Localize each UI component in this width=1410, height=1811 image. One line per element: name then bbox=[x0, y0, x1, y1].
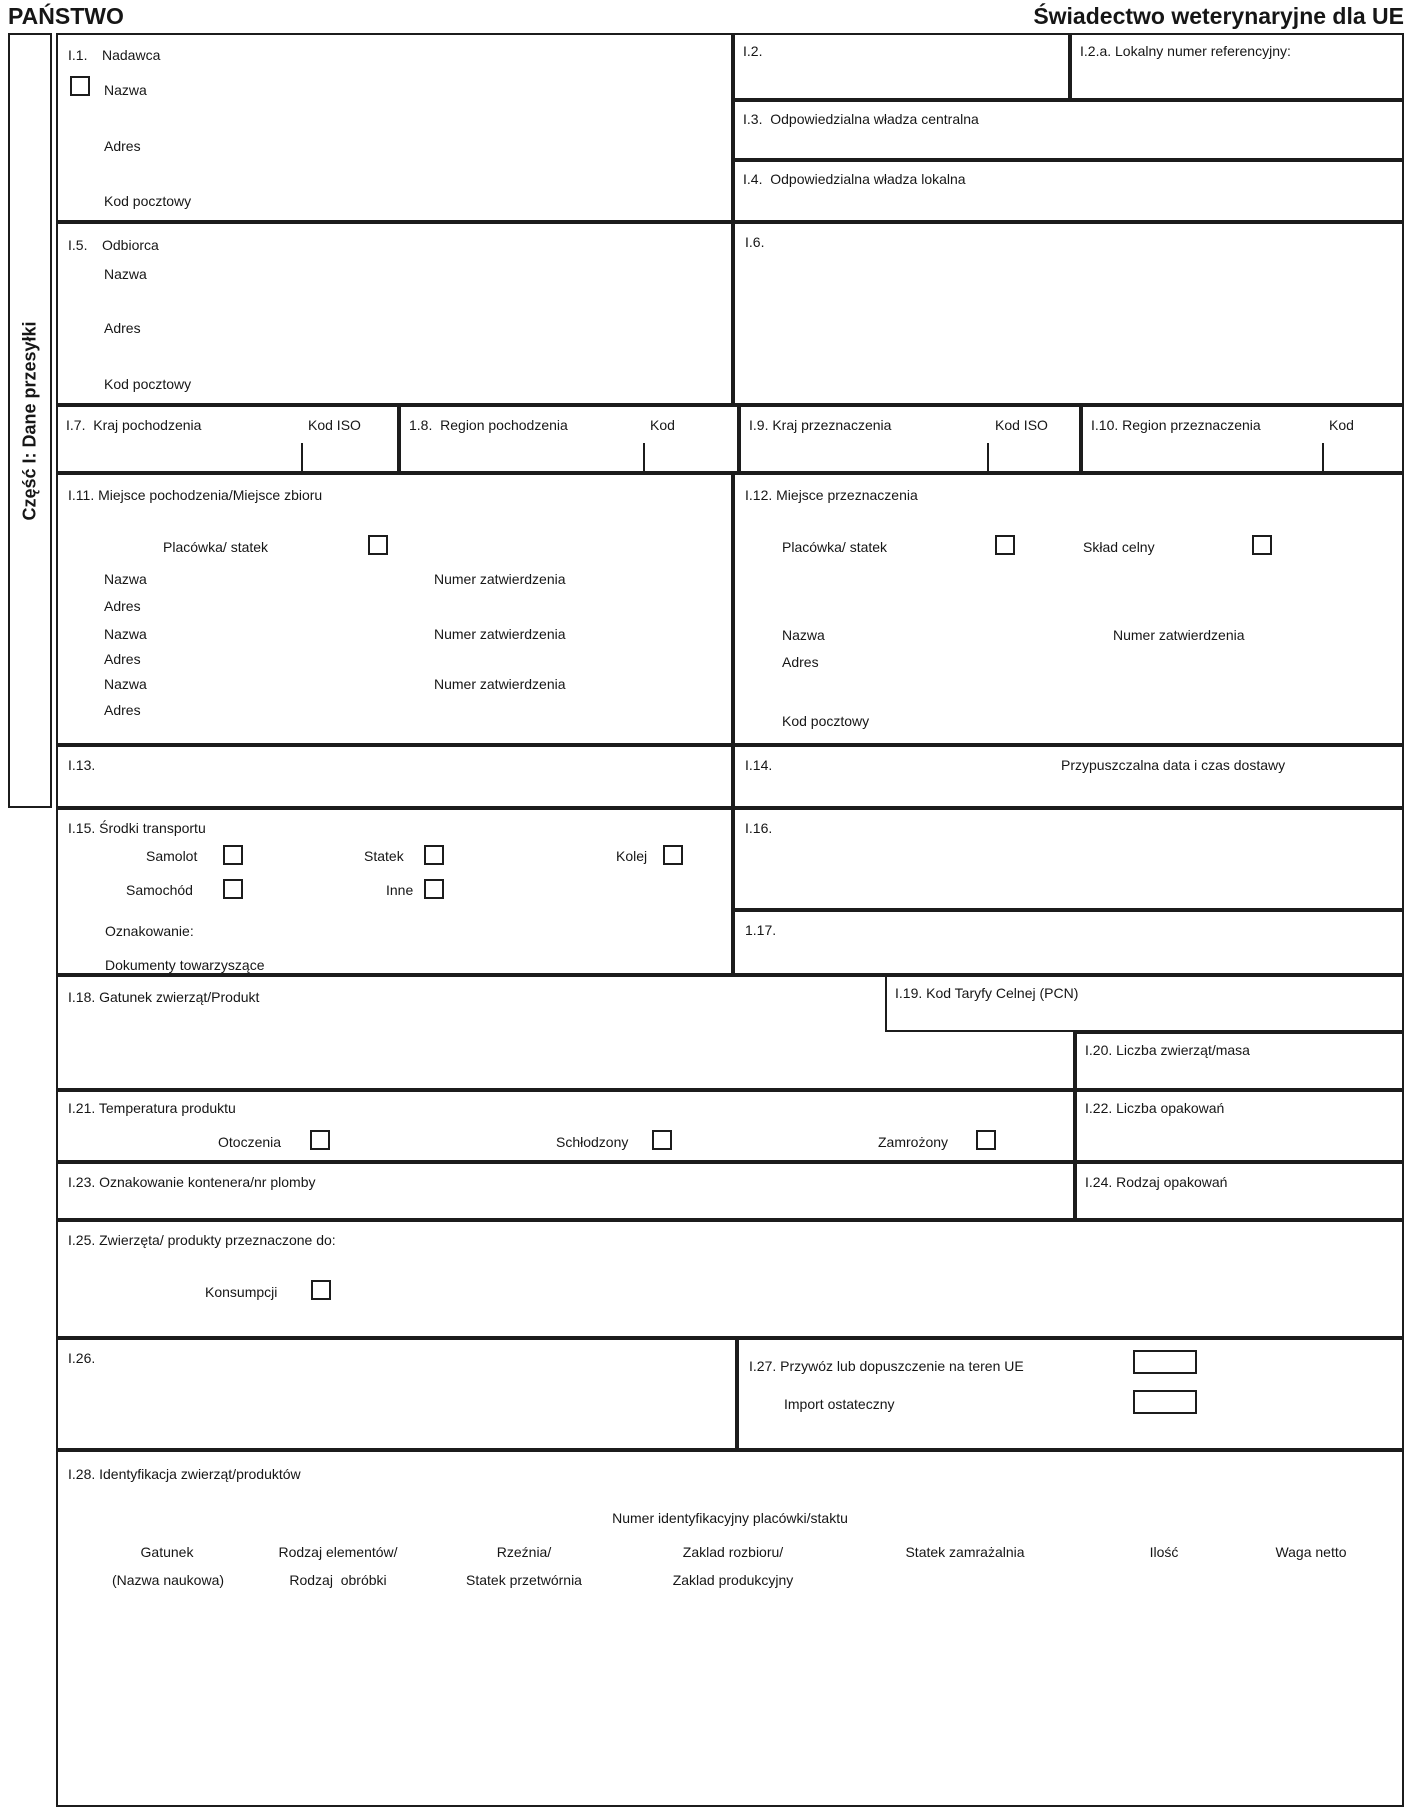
i12-sklad-celny-checkbox[interactable] bbox=[1252, 535, 1272, 555]
i28-col-zaklad-rozbioru: Zaklad rozbioru/ bbox=[682, 1544, 784, 1560]
i2-number: I.2. bbox=[743, 43, 763, 59]
field-i25-przeznaczenie bbox=[56, 1220, 1404, 1338]
i12-label: I.12. Miejsce przeznaczenia bbox=[745, 487, 918, 503]
i11-address-label: Adres bbox=[104, 598, 141, 614]
field-i2 bbox=[733, 33, 1070, 100]
field-i21-temperatura bbox=[56, 1090, 1075, 1162]
field-i17 bbox=[733, 910, 1404, 975]
kod-divider-tick bbox=[1322, 443, 1324, 471]
field-i22-liczba-opakowan bbox=[1075, 1090, 1404, 1162]
field-i28-identyfikacja bbox=[56, 1450, 1404, 1807]
i5-address-label: Adres bbox=[104, 320, 141, 336]
i12-approval-label: Numer zatwierdzenia bbox=[1113, 627, 1245, 643]
i21-otoczenia-checkbox[interactable] bbox=[310, 1130, 330, 1150]
i10-code-label: Kod bbox=[1329, 417, 1354, 433]
i6-number: I.6. bbox=[745, 234, 765, 250]
kod-divider-tick bbox=[987, 443, 989, 471]
i15-inne-label: Inne bbox=[386, 882, 414, 898]
i15-kolej-label: Kolej bbox=[616, 848, 648, 864]
i13-number: I.13. bbox=[68, 757, 96, 773]
kod-divider-tick bbox=[301, 443, 303, 471]
i12-name-label: Nazwa bbox=[782, 627, 825, 643]
i25-label: I.25. Zwierzęta/ produkty przeznaczone do: bbox=[68, 1232, 336, 1248]
field-i6 bbox=[733, 222, 1404, 405]
i1-number: I.1. bbox=[68, 47, 88, 63]
field-i20-liczba-zwierzat bbox=[1075, 1032, 1404, 1090]
i28-col-statek-przetwornia: Statek przetwórnia bbox=[466, 1572, 582, 1588]
field-i9-kraj-przeznaczenia bbox=[739, 405, 1081, 473]
field-i11-miejsce-pochodzenia bbox=[56, 473, 733, 745]
i5-postal-label: Kod pocztowy bbox=[104, 376, 192, 392]
field-i7-kraj-pochodzenia bbox=[56, 405, 399, 473]
i28-id-label: Numer identyfikacyjny placówki/staktu bbox=[612, 1510, 848, 1526]
i28-col-gatunek: Gatunek bbox=[140, 1544, 194, 1560]
field-i19-kod-taryfy bbox=[885, 975, 1404, 1032]
i28-col-rodzaj-elementow: Rodzaj elementów/ bbox=[278, 1544, 398, 1560]
i28-col-waga-netto: Waga netto bbox=[1275, 1544, 1347, 1560]
i21-otoczenia-label: Otoczenia bbox=[218, 1134, 282, 1150]
i1-label: Nadawca bbox=[102, 47, 161, 63]
i21-zamrozony-label: Zamrożony bbox=[878, 1134, 949, 1150]
i28-col-statek-zamrazalnia: Statek zamrażalnia bbox=[905, 1544, 1025, 1560]
i28-col-rzeznia: Rzeźnia/ bbox=[496, 1544, 552, 1560]
i11-address-label: Adres bbox=[104, 702, 141, 718]
i11-name-label: Nazwa bbox=[104, 676, 147, 692]
i3-label: I.3. Odpowiedzialna władza centralna bbox=[743, 111, 979, 127]
field-i24-rodzaj-opakowan bbox=[1075, 1162, 1404, 1220]
i21-schlodzony-checkbox[interactable] bbox=[652, 1130, 672, 1150]
page-title: Świadectwo weterynaryjne dla UE bbox=[1033, 3, 1404, 29]
i15-samolot-checkbox[interactable] bbox=[223, 845, 243, 865]
i8-code-label: Kod bbox=[650, 417, 675, 433]
i4-label: I.4. Odpowiedzialna władza lokalna bbox=[743, 171, 966, 187]
i15-samochod-label: Samochód bbox=[126, 882, 193, 898]
i8-label: 1.8. Region pochodzenia bbox=[409, 417, 568, 433]
i28-label: I.28. Identyfikacja zwierząt/produktów bbox=[68, 1466, 301, 1482]
i11-approval-label: Numer zatwierdzenia bbox=[434, 626, 566, 642]
i12-placowka-checkbox[interactable] bbox=[995, 535, 1015, 555]
i5-label: Odbiorca bbox=[102, 237, 159, 253]
field-i12-miejsce-przeznaczenia bbox=[733, 473, 1404, 745]
i22-label: I.22. Liczba opakowań bbox=[1085, 1100, 1225, 1116]
i27-import-ostateczny-box[interactable] bbox=[1133, 1390, 1197, 1414]
i11-placowka-checkbox[interactable] bbox=[368, 535, 388, 555]
i11-approval-label: Numer zatwierdzenia bbox=[434, 571, 566, 587]
i1-postal-label: Kod pocztowy bbox=[104, 193, 192, 209]
i15-samolot-label: Samolot bbox=[146, 848, 198, 864]
part1-sidebar bbox=[8, 33, 52, 808]
i15-samochod-checkbox[interactable] bbox=[223, 879, 243, 899]
i28-col-rodzaj-obrobki: Rodzaj obróbki bbox=[289, 1572, 387, 1588]
i2a-label: I.2.a. Lokalny numer referencyjny: bbox=[1080, 43, 1291, 59]
i15-inne-checkbox[interactable] bbox=[424, 879, 444, 899]
i15-statek-label: Statek bbox=[364, 848, 404, 864]
i1-name-label: Nazwa bbox=[104, 82, 147, 98]
i26-number: I.26. bbox=[68, 1350, 96, 1366]
i16-number: I.16. bbox=[745, 820, 773, 836]
i12-facility-label: Placówka/ statek bbox=[782, 539, 888, 555]
i27-label: I.27. Przywóz lub dopuszczenie na teren UE bbox=[749, 1358, 1024, 1374]
i11-address-label: Adres bbox=[104, 651, 141, 667]
field-i8-region-pochodzenia bbox=[399, 405, 739, 473]
i21-schlodzony-label: Schłodzony bbox=[556, 1134, 629, 1150]
field-i1-nadawca bbox=[56, 33, 733, 222]
country-heading: PAŃSTWO bbox=[8, 3, 124, 29]
i15-kolej-checkbox[interactable] bbox=[663, 845, 683, 865]
field-i3-central-authority bbox=[733, 100, 1404, 160]
i11-approval-label: Numer zatwierdzenia bbox=[434, 676, 566, 692]
i11-facility-label: Placówka/ statek bbox=[163, 539, 269, 555]
field-i13 bbox=[56, 745, 733, 808]
i7-label: I.7. Kraj pochodzenia bbox=[66, 417, 202, 433]
i17-number: 1.17. bbox=[745, 922, 777, 938]
i21-label: I.21. Temperatura produktu bbox=[68, 1100, 236, 1116]
field-i2a-local-reference bbox=[1070, 33, 1404, 100]
i21-zamrozony-checkbox[interactable] bbox=[976, 1130, 996, 1150]
i27-przywoz-box[interactable] bbox=[1133, 1350, 1197, 1374]
i15-docs-label: Dokumenty towarzyszące bbox=[105, 957, 265, 973]
i10-label: I.10. Region przeznaczenia bbox=[1091, 417, 1261, 433]
i14-label: Przypuszczalna data i czas dostawy bbox=[1061, 757, 1286, 773]
i27-import-ostateczny-label: Import ostateczny bbox=[784, 1396, 895, 1412]
field-i14-data-dostawy bbox=[733, 745, 1404, 808]
i12-postal-label: Kod pocztowy bbox=[782, 713, 870, 729]
field-i5-odbiorca bbox=[56, 222, 733, 405]
i14-number: I.14. bbox=[745, 757, 773, 773]
i18-label: I.18. Gatunek zwierząt/Produkt bbox=[68, 989, 260, 1005]
kod-divider-tick bbox=[643, 443, 645, 471]
part1-sidebar-label: Część I: Dane przesyłki bbox=[19, 320, 40, 521]
field-i16 bbox=[733, 808, 1404, 910]
i11-name-label: Nazwa bbox=[104, 626, 147, 642]
field-i26 bbox=[56, 1338, 737, 1450]
i15-statek-checkbox[interactable] bbox=[424, 845, 444, 865]
i28-col-nazwa-naukowa: (Nazwa naukowa) bbox=[111, 1572, 225, 1588]
i12-customs-label: Skład celny bbox=[1083, 539, 1155, 555]
i5-number: I.5. bbox=[68, 237, 88, 253]
field-i4-local-authority bbox=[733, 160, 1404, 222]
i5-name-label: Nazwa bbox=[104, 266, 147, 282]
field-i15-srodki-transportu bbox=[56, 808, 733, 975]
i15-label: I.15. Środki transportu bbox=[68, 820, 206, 836]
i15-marking-label: Oznakowanie: bbox=[105, 923, 194, 939]
i1-checkbox[interactable] bbox=[70, 76, 90, 96]
i20-label: I.20. Liczba zwierząt/masa bbox=[1085, 1042, 1250, 1058]
i28-col-ilosc: Ilość bbox=[1149, 1544, 1179, 1560]
i11-name-label: Nazwa bbox=[104, 571, 147, 587]
i9-label: I.9. Kraj przeznaczenia bbox=[749, 417, 892, 433]
i19-label: I.19. Kod Taryfy Celnej (PCN) bbox=[895, 985, 1079, 1001]
i11-label: I.11. Miejsce pochodzenia/Miejsce zbioru bbox=[68, 487, 323, 503]
i25-konsumpcji-checkbox[interactable] bbox=[311, 1280, 331, 1300]
field-i23-oznakowanie-kontenera bbox=[56, 1162, 1075, 1220]
i1-address-label: Adres bbox=[104, 138, 141, 154]
i28-col-zaklad-produkcyjny: Zaklad produkcyjny bbox=[672, 1572, 794, 1588]
field-i27-przywoz bbox=[737, 1338, 1404, 1450]
i24-label: I.24. Rodzaj opakowań bbox=[1085, 1174, 1228, 1190]
i9-code-label: Kod ISO bbox=[995, 417, 1048, 433]
field-i10-region-przeznaczenia bbox=[1081, 405, 1404, 473]
i7-code-label: Kod ISO bbox=[308, 417, 361, 433]
i25-konsumpcji-label: Konsumpcji bbox=[205, 1284, 278, 1300]
i23-label: I.23. Oznakowanie kontenera/nr plomby bbox=[68, 1174, 316, 1190]
i12-address-label: Adres bbox=[782, 654, 819, 670]
